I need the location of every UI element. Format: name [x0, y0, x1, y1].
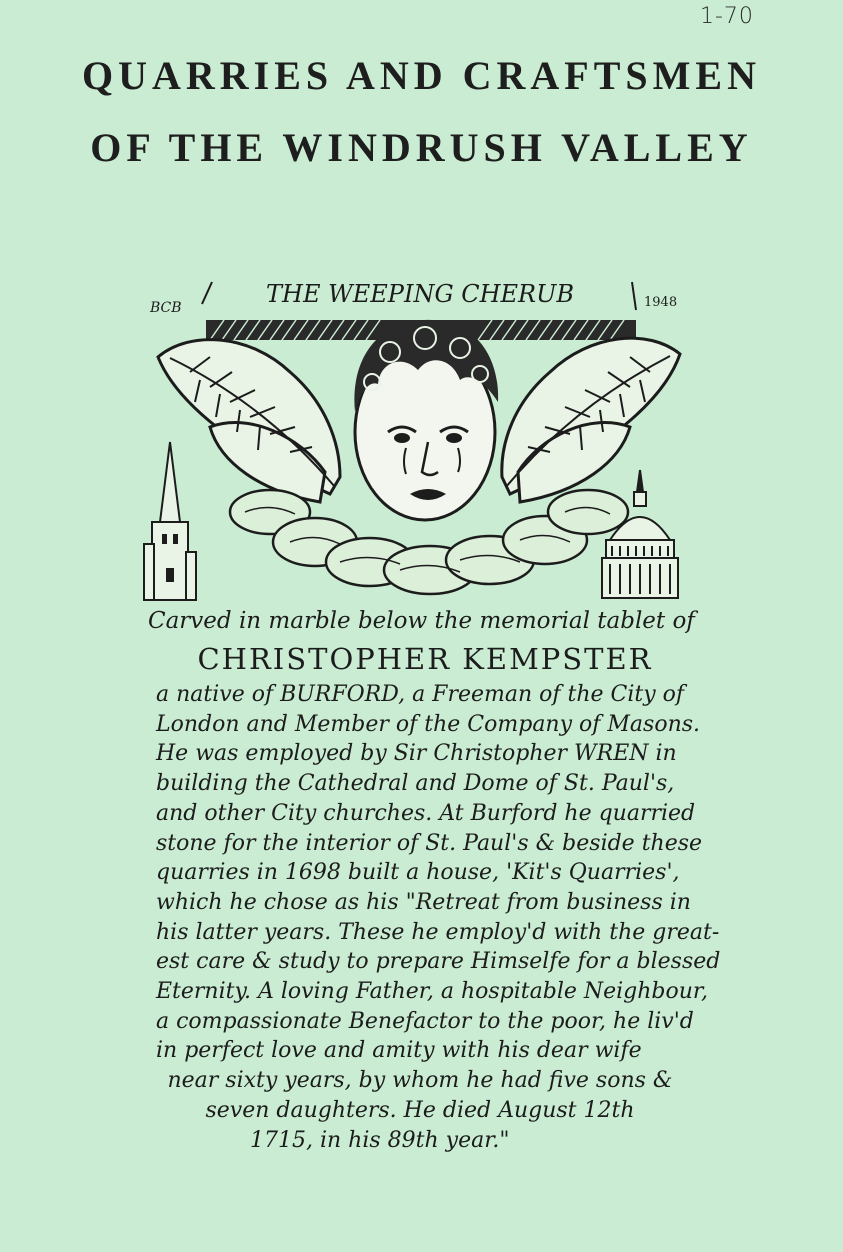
- inscription-line: stone for the interior of St. Paul's & beside these: [156, 830, 703, 856]
- inscription-line: Eternity. A loving Father, a hospitable Neighbour,: [156, 979, 709, 1005]
- inscription-intro: Carved in marble below the memorial tablet of: [148, 608, 695, 634]
- inscription-line: seven daughters. He died August 12th: [205, 1097, 635, 1123]
- inscription-name: CHRISTOPHER KEMPSTER: [197, 642, 653, 676]
- title-line-2: OF THE WINDRUSH VALLEY: [90, 125, 753, 170]
- title-line-1: QUARRIES AND CRAFTSMEN: [82, 53, 761, 98]
- inscription-line: est care & study to prepare Himselfe for a blessed: [156, 949, 721, 975]
- caption-label: THE WEEPING CHERUB: [266, 280, 574, 308]
- inscription-line: and other City churches. At Burford he quarried: [156, 800, 696, 826]
- inscription-line: a native of BURFORD, a Freeman of the City of: [156, 682, 685, 707]
- memorial-inscription: [120, 604, 720, 1155]
- weeping-cherub-illustration: [140, 262, 700, 607]
- inscription-line: 1715, in his 89th year.": [250, 1127, 510, 1153]
- inscription-line: quarries in 1698 built a house, 'Kit's Quarries',: [156, 860, 680, 886]
- inscription-line: He was employed by Sir Christopher WREN in: [156, 741, 677, 767]
- cherub-drawing: [140, 262, 700, 607]
- inscription-line: London and Member of the Company of Masons.: [156, 711, 701, 737]
- inscription-line: building the Cathedral and Dome of St. Paul's,: [156, 771, 675, 797]
- inscription-line: his latter years. These he employ'd with the great-: [156, 919, 720, 945]
- inscription-line: a compassionate Benefactor to the poor, he liv'd: [156, 1008, 694, 1034]
- inscription-line: near sixty years, by whom he had five sons &: [167, 1068, 673, 1094]
- inscription-line: which he chose as his "Retreat from business in: [156, 889, 691, 915]
- initials-label: BCB: [150, 300, 182, 316]
- handwritten-annotation: 1-70: [700, 4, 754, 29]
- inscription-line: in perfect love and amity with his dear wife: [156, 1038, 642, 1064]
- year-label: 1948: [644, 295, 678, 310]
